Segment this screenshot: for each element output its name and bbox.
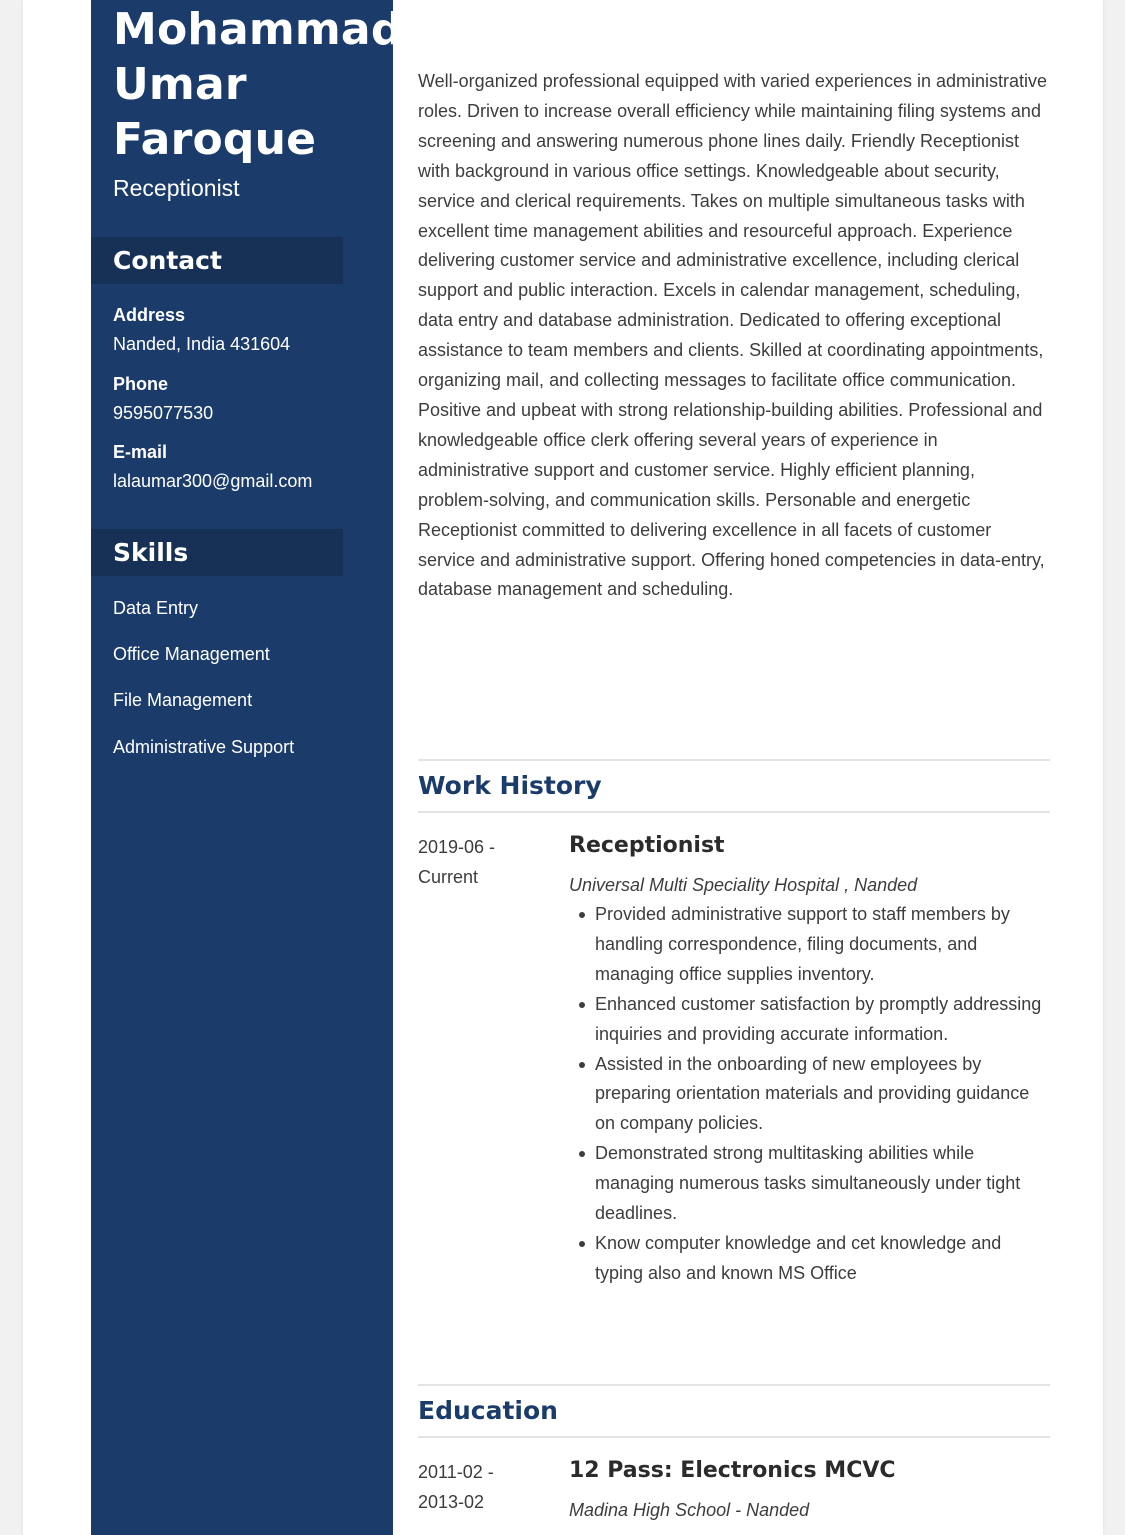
email-value: lalaumar300@gmail.com	[113, 471, 313, 491]
skill-item: File Management	[113, 690, 253, 710]
work-date-end: Current	[418, 867, 479, 887]
work-date-start: 2019-06 -	[418, 837, 496, 857]
candidate-name: Mohammad Umar Faroque	[113, 4, 403, 165]
education-date-end: 2013-02	[418, 1492, 485, 1512]
list-item: Know computer knowledge and cet knowledge and typing also and known MS Office	[569, 1229, 1051, 1289]
candidate-title: Receptionist	[113, 175, 240, 201]
employer-name: Universal Multi Speciality Hospital , Nanded	[569, 875, 918, 895]
job-responsibilities	[569, 900, 1051, 1289]
skills-heading: Skills	[91, 529, 343, 576]
address-label: Address	[113, 305, 186, 325]
work-date-range	[418, 832, 558, 892]
degree-title: 12 Pass: Electronics MCVC	[569, 1458, 896, 1483]
contact-address	[113, 301, 290, 359]
contact-heading: Contact	[91, 237, 343, 284]
skill-item: Administrative Support	[113, 737, 295, 757]
address-value: Nanded, India 431604	[113, 334, 291, 354]
job-title: Receptionist	[569, 833, 725, 858]
list-item: Assisted in the onboarding of new employees by preparing orientation materials and providing guidance on company policies.	[569, 1050, 1051, 1140]
email-label: E-mail	[113, 442, 168, 462]
list-item: Enhanced customer satisfaction by promptly addressing inquiries and providing accurate information.	[569, 990, 1051, 1050]
professional-summary: Well-organized professional equipped with varied experiences in administrative roles. Driven to increase overall efficiency while maintaining filing systems and screening and answering numerous phone lines daily. Friendly Receptionist with background in various office settings. Knowledgeable about security, service and clerical requirements. Takes on multiple simultaneous tasks with excellent time management abilities and resourceful approach. Experience delivering customer service and administrative excellence, including clerical support and public interaction. Excels in calendar management, scheduling, data entry and database administration. Dedicated to offering exceptional assistance to team members and clients. Skilled at coordinating appointments, organizing mail, and collecting messages to facilitate office communication. Positive and upbeat with strong relationship-building abilities. Professional and knowledgeable office clerk offering several years of experience in administrative support and customer service. Highly efficient planning, problem-solving, and communication skills. Personable and energetic Receptionist committed to delivering excellence in all facets of customer service and administrative support. Offering honed competencies in data-entry, database management and scheduling.	[418, 71, 1048, 600]
phone-label: Phone	[113, 374, 169, 394]
education-heading: Education	[418, 1384, 1050, 1438]
list-item: Demonstrated strong multitasking abilities while managing numerous tasks simultaneously under tight deadlines.	[569, 1139, 1051, 1229]
education-date-start: 2011-02 -	[418, 1462, 494, 1482]
education-date-range	[418, 1457, 558, 1517]
skill-item: Office Management	[113, 644, 270, 664]
skill-item: Data Entry	[113, 598, 199, 618]
school-name: Madina High School - Nanded	[569, 1500, 810, 1520]
list-item: Provided administrative support to staff members by handling correspondence, filing documents, and managing office supplies inventory.	[569, 900, 1051, 990]
contact-email	[113, 438, 312, 496]
contact-phone	[113, 370, 213, 428]
phone-value: 9595077530	[113, 403, 214, 423]
sidebar	[91, 0, 403, 1535]
work-history-heading: Work History	[418, 759, 1050, 813]
